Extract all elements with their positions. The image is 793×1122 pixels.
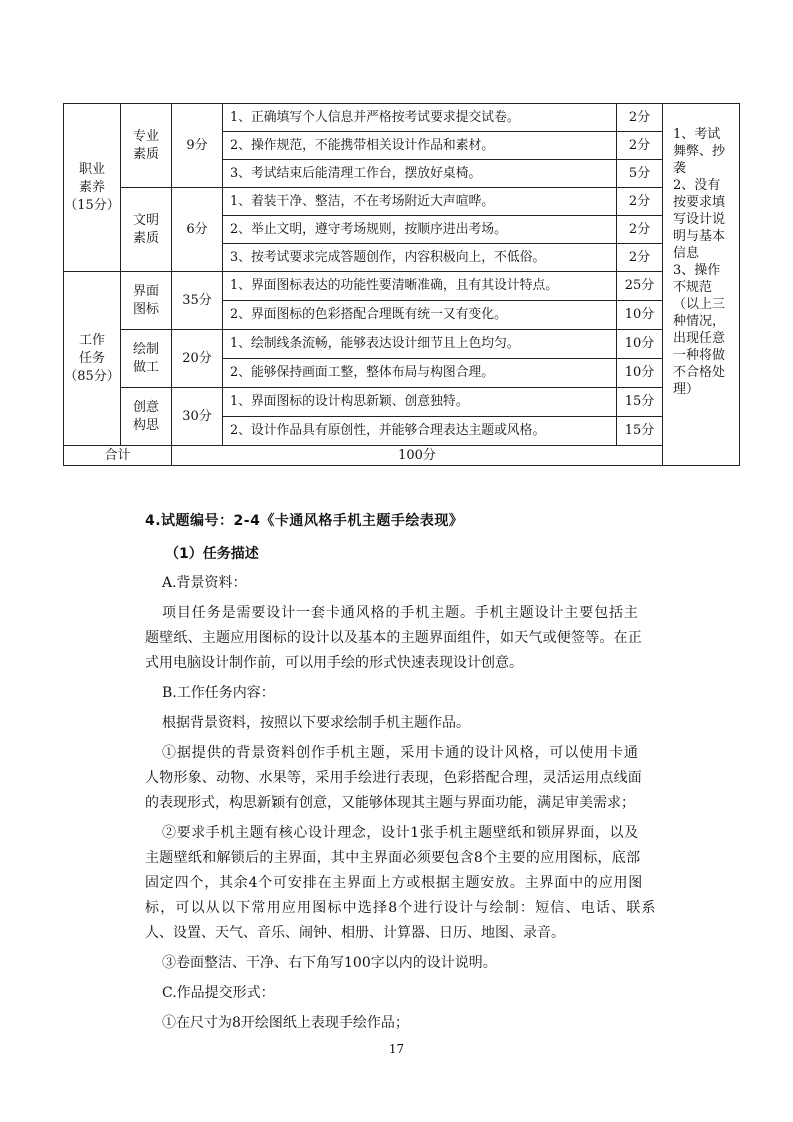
criterion-cell: 2、操作规范，不能携带相关设计作品和素材。 bbox=[223, 132, 617, 160]
subcategory-cell: 文明 素质 bbox=[121, 188, 172, 272]
points-cell: 35分 bbox=[172, 272, 223, 330]
score-cell: 5分 bbox=[617, 160, 663, 188]
paragraph-line: 人物形象、动物、水果等，采用手绘进行表现，色彩搭配合理，灵活运用点线面 bbox=[145, 770, 642, 786]
table-row bbox=[64, 188, 740, 216]
score-cell: 10分 bbox=[617, 359, 663, 388]
score-cell: 2分 bbox=[617, 244, 663, 272]
paragraph-label-b: B.工作任务内容： bbox=[162, 685, 275, 701]
criterion-cell: 3、按考试要求完成答题创作，内容积极向上，不低俗。 bbox=[223, 244, 617, 272]
score-cell: 2分 bbox=[617, 216, 663, 244]
page-number: 17 bbox=[388, 1042, 405, 1056]
section-heading: 4.试题编号：2-4《卡通风格手机主题手绘表现》 bbox=[145, 513, 464, 529]
criterion-cell: 1、着装干净、整洁，不在考场附近大声喧哗。 bbox=[223, 188, 617, 216]
total-row bbox=[64, 446, 740, 466]
table-row bbox=[64, 388, 740, 417]
points-cell: 6分 bbox=[172, 188, 223, 272]
criterion-cell: 2、能够保持画面工整，整体布局与构图合理。 bbox=[223, 359, 617, 388]
criterion-cell: 1、界面图标表达的功能性要清晰准确，且有其设计特点。 bbox=[223, 272, 617, 301]
score-cell: 10分 bbox=[617, 301, 663, 330]
paragraph-line: 式用电脑设计制作前，可以用手绘的形式快速表现设计创意。 bbox=[145, 655, 523, 671]
paragraph-line: 的表现形式，构思新颖有创意，又能够体现其主题与界面功能，满足审美需求； bbox=[145, 795, 635, 811]
paragraph-line: ②要求手机主题有核心设计理念，设计1张手机主题壁纸和锁屏界面，以及 bbox=[162, 825, 639, 841]
score-cell: 15分 bbox=[617, 417, 663, 446]
disqualification-note: 1、考试 舞弊、抄 袭 2、没有 按要求填 写设计说 明与基本 信息 3、操作 不规范 （以上三 种情况， 出现任意 一种将做 不合格处 理） bbox=[663, 104, 740, 466]
criterion-cell: 2、界面图标的色彩搭配合理既有统一又有变化。 bbox=[223, 301, 617, 330]
criterion-cell: 1、绘制线条流畅，能够表达设计细节且上色均匀。 bbox=[223, 330, 617, 359]
criterion-cell: 2、设计作品具有原创性，并能够合理表达主题或风格。 bbox=[223, 417, 617, 446]
paragraph-line: 主题壁纸和解锁后的主界面，其中主界面必须要包含8个主要的应用图标，底部 bbox=[145, 850, 641, 866]
paragraph-line: 项目任务是需要设计一套卡通风格的手机主题。手机主题设计主要包括主 bbox=[162, 605, 639, 621]
paragraph-line: ③卷面整洁、干净、右下角写100字以内的设计说明。 bbox=[162, 955, 497, 971]
score-cell: 2分 bbox=[617, 104, 663, 132]
table-row bbox=[64, 104, 740, 132]
subsection-heading: （1）任务描述 bbox=[165, 546, 259, 562]
category-cell: 工作 任务 （85分） bbox=[64, 272, 121, 446]
paragraph-line: 根据背景资料，按照以下要求绘制手机主题作品。 bbox=[162, 715, 470, 731]
criterion-cell: 1、界面图标的设计构思新颖、创意独特。 bbox=[223, 388, 617, 417]
paragraph-line: ①据提供的背景资料创作手机主题，采用卡通的设计风格，可以使用卡通 bbox=[162, 745, 639, 761]
score-cell: 10分 bbox=[617, 330, 663, 359]
score-cell: 25分 bbox=[617, 272, 663, 301]
paragraph-line: 标，可以从以下常用应用图标中选择8个进行设计与绘制：短信、电话、联系 bbox=[145, 900, 657, 916]
score-cell: 15分 bbox=[617, 388, 663, 417]
paragraph-label-a: A.背景资料： bbox=[162, 575, 247, 591]
subcategory-cell: 绘制 做工 bbox=[121, 330, 172, 388]
subcategory-cell: 界面 图标 bbox=[121, 272, 172, 330]
category-cell: 职业 素养 （15分） bbox=[64, 104, 121, 272]
paragraph-line: 题壁纸、主题应用图标的设计以及基本的主题界面组件，如天气或便签等。在正 bbox=[145, 630, 642, 646]
table-row bbox=[64, 272, 740, 301]
score-cell: 2分 bbox=[617, 188, 663, 216]
criterion-cell: 1、正确填写个人信息并严格按考试要求提交试卷。 bbox=[223, 104, 617, 132]
criterion-cell: 3、考试结束后能清理工作台，摆放好桌椅。 bbox=[223, 160, 617, 188]
paragraph-line: ①在尺寸为8开绘图纸上表现手绘作品； bbox=[162, 1015, 409, 1031]
total-value: 100分 bbox=[172, 446, 663, 466]
subcategory-cell: 创意 构思 bbox=[121, 388, 172, 446]
criterion-cell: 2、举止文明，遵守考场规则，按顺序进出考场。 bbox=[223, 216, 617, 244]
table-row bbox=[64, 330, 740, 359]
paragraph-label-c: C.作品提交形式： bbox=[162, 985, 275, 1001]
points-cell: 9分 bbox=[172, 104, 223, 188]
subcategory-cell: 专业 素质 bbox=[121, 104, 172, 188]
paragraph-line: 固定四个，其余4个可安排在主界面上方或根据主题安放。主界面中的应用图 bbox=[145, 875, 644, 891]
points-cell: 30分 bbox=[172, 388, 223, 446]
score-cell: 2分 bbox=[617, 132, 663, 160]
total-label: 合计 bbox=[64, 446, 172, 466]
paragraph-line: 人、设置、天气、音乐、闹钟、相册、计算器、日历、地图、录音。 bbox=[145, 925, 565, 941]
grading-table bbox=[63, 103, 740, 466]
points-cell: 20分 bbox=[172, 330, 223, 388]
